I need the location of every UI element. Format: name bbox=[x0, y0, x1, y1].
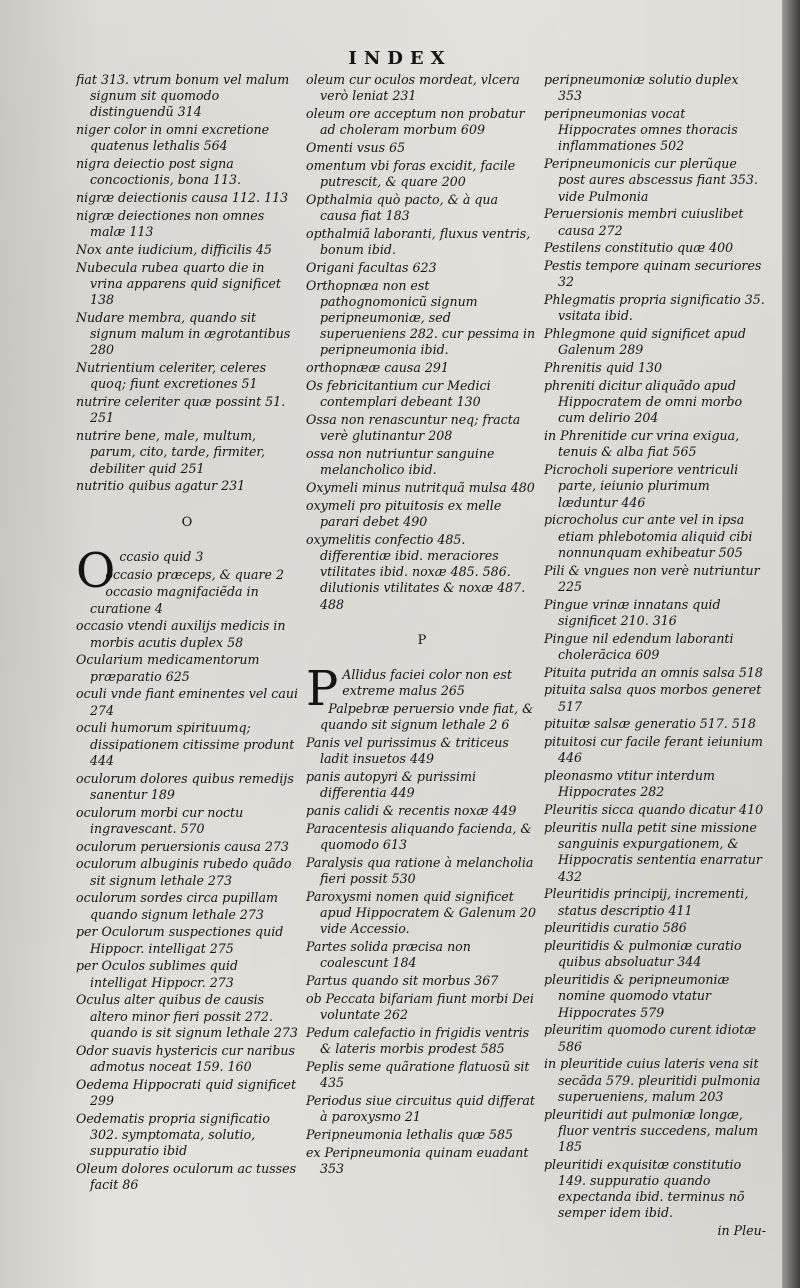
index-entry: opthalmiã laboranti, fluxus ventris, bonum ibid. bbox=[306, 225, 531, 257]
index-entry: Oculus alter quibus de causis altero minor fieri possit 272. quando is sit signum lethale 273 bbox=[76, 992, 298, 1040]
index-entry: niger color in omni excretione quatenus lethalis 564 bbox=[76, 122, 270, 154]
index-entry: nutrire bene, male, multum, parum, cito, tarde, firmiter, debiliter quid 251 bbox=[76, 428, 266, 476]
index-entry: oxymelitis confectio 485. differentiæ ibid. meraciores vtilitates ibid. noxæ 485. 586. dilutionis vtilitates & noxæ 487. 488 bbox=[306, 531, 526, 612]
index-entry: Oleum dolores oculorum ac tusses facit 86 bbox=[76, 1160, 297, 1193]
index-entry: Pestis tempore quinam securiores 32 bbox=[544, 258, 762, 290]
index-entry: Nox ante iudicium, difficilis 45 bbox=[76, 242, 272, 257]
index-entry: peripneumonias vocat Hippocrates omnes thoracis inflammationes 502 bbox=[544, 106, 738, 154]
index-entry: oculorum dolores quibus remedijs sanentur 189 bbox=[76, 770, 294, 802]
index-entry: ex Peripneumonia quinam euadant 353 bbox=[306, 1144, 529, 1176]
index-entry: panis autopyri & purissimi differentia 449 bbox=[306, 769, 477, 801]
index-entry: Paralysis qua ratione à melancholia fieri possit 530 bbox=[306, 854, 534, 887]
index-entry: Peripneumonia lethalis quæ 585 bbox=[306, 1126, 514, 1142]
section-letter: P bbox=[417, 632, 427, 648]
index-entry: Panis vel purissimus & triticeus ladit insuetos 449 bbox=[306, 735, 509, 767]
index-entry: Nubecula rubea quarto die in vrina apparens quid significet 138 bbox=[76, 259, 281, 308]
index-entry: oculorum morbi cur noctu ingravescant. 570 bbox=[76, 804, 244, 836]
index-entry: Phlegmone quid significet apud Galenum 289 bbox=[544, 326, 746, 358]
index-entry: Origani facultas 623 bbox=[306, 259, 437, 275]
index-entry: Peplis seme quãratione flatuosũ sit 435 bbox=[306, 1058, 530, 1091]
catchword: in Pleu- bbox=[717, 1223, 766, 1239]
section-letter: O bbox=[181, 514, 193, 530]
index-entry: Ocularium medicamentorum præparatio 625 bbox=[76, 652, 260, 684]
index-entry: oleum cur oculos mordeat, vlcera verò leniat 231 bbox=[306, 72, 520, 104]
index-entry: per Oculorum suspectiones quid Hippocr. intelligat 275 bbox=[76, 924, 284, 956]
index-entry: Oedematis propria significatio 302. symptomata, solutio, suppuratio ibid bbox=[76, 1110, 270, 1159]
index-entry: Peripneumonicis cur plerũque post aures abscessus fiant 353. vide Pulmonia bbox=[544, 156, 758, 204]
index-entry: Pingue nil edendum laboranti cholerãcica 609 bbox=[544, 630, 734, 662]
index-entry: Periodus siue circuitus quid differat à paroxysmo 21 bbox=[306, 1092, 535, 1125]
index-entry: pleonasmo vtitur interdum Hippocrates 282 bbox=[544, 768, 715, 800]
index-entry: Pituita putrida an omnis salsa 518 bbox=[544, 664, 763, 680]
index-entry: oleum ore acceptum non probatur ad choleram morbum 609 bbox=[306, 106, 525, 138]
index-entry: oculorum peruersionis causa 273 bbox=[76, 838, 289, 854]
index-entry: in pleuritide cuius lateris vena sit secãda 579. pleuritidi pulmonia superueniens, malum 203 bbox=[544, 1056, 761, 1104]
index-entry: oculorum albuginis rubedo quãdo sit signum lethale 273 bbox=[76, 856, 292, 888]
page-title: INDEX bbox=[348, 48, 452, 69]
index-entry: nutrire celeriter quæ possint 51. 251 bbox=[76, 394, 286, 426]
index-column-1 bbox=[76, 72, 298, 1195]
index-entry: fiat 313. vtrum bonum vel malum signum sit quomodo distinguendũ 314 bbox=[76, 72, 290, 120]
drop-cap: P bbox=[306, 661, 339, 718]
index-entry: nigra deiectio post signa concoctionis, bona 113. bbox=[76, 156, 242, 188]
index-entry: oxymeli pro pituitosis ex melle parari debet 490 bbox=[306, 497, 502, 529]
index-entry: pleuritidi aut pulmoniæ longæ, fluor ventris succedens, malum 185 bbox=[544, 1106, 759, 1155]
index-entry: in Phrenitide cur vrina exigua, tenuis & alba fiat 565 bbox=[544, 428, 740, 460]
index-entry: Orthopnæa non est pathognomonicũ signum peripneumoniæ, sed superueniens 282. cur pessima in peripneumonia ibid. bbox=[306, 277, 536, 358]
index-entry-text: Allidus faciei color non est extreme malus 265 bbox=[342, 667, 512, 699]
index-entry: Phlegmatis propria significatio 35. vsitata ibid. bbox=[544, 292, 765, 324]
index-entry: oculi vnde fiant eminentes vel caui 274 bbox=[76, 686, 299, 718]
index-entry: Odor suavis hystericis cur naribus admotus noceat 159. 160 bbox=[76, 1042, 295, 1074]
index-entry: Pedum calefactio in frigidis ventris & lateris morbis prodest 585 bbox=[306, 1024, 530, 1057]
index-entry: Partes solida præcisa non coalescunt 184 bbox=[306, 939, 471, 971]
index-entry: occasio vtendi auxilijs medicis in morbis acutis duplex 58 bbox=[76, 618, 286, 650]
page-edge-shadow bbox=[782, 0, 800, 1288]
index-entry: pleuritidi exquisitæ constitutio 149. suppuratio quando expectanda ibid. terminus nõ semper idem ibid. bbox=[544, 1156, 745, 1221]
index-entry: pituitosi cur facile ferant ieiunium 446 bbox=[544, 734, 763, 766]
index-entry: pleuritim quomodo curent idiotæ 586 bbox=[544, 1022, 757, 1054]
index-entry: Peruersionis membri cuiuslibet causa 272 bbox=[544, 206, 744, 238]
index-column-2 bbox=[306, 72, 538, 1179]
index-entry: Picrocholi superiore ventriculi parte, ieiunio plurimum læduntur 446 bbox=[544, 462, 739, 510]
index-entry: Opthalmia quò pacto, & à qua causa fiat 183 bbox=[306, 191, 499, 223]
index-column-3 bbox=[544, 72, 766, 1241]
index-entry: Pestilens constitutio quæ 400 bbox=[544, 240, 734, 256]
index-entry: Phrenitis quid 130 bbox=[544, 360, 663, 376]
index-entry: Palpebræ peruersio vnde fiat, & quando sit signum lethale 2 6 bbox=[320, 701, 534, 733]
index-entry: Pleuritis sicca quando dicatur 410 bbox=[544, 802, 764, 818]
index-entry: oculi humorum spirituumq; dissipationem citissime produnt 444 bbox=[76, 720, 295, 768]
index-entry: ossa non nutriuntur sanguine melancholico ibid. bbox=[306, 446, 495, 478]
index-entry: picrocholus cur ante vel in ipsa etiam phlebotomia aliquid cibi nonnunquam exhibeatur 505 bbox=[544, 512, 753, 560]
index-entry: Nudare membra, quando sit signum malum in ægrotantibus 280 bbox=[76, 310, 291, 358]
index-entry: Pleuritidis principij, incrementi, status descriptio 411 bbox=[544, 886, 749, 918]
index-entry-text: ccasio quid 3 bbox=[119, 548, 204, 564]
index-entry: pituitæ salsæ generatio 517. 518 bbox=[544, 716, 756, 732]
index-entry: nigræ deiectionis causa 112. 113 bbox=[76, 190, 289, 206]
index-entry: nigræ deiectiones non omnes malæ 113 bbox=[76, 208, 265, 240]
index-entry: orthopnææ causa 291 bbox=[306, 360, 449, 376]
index-entry: Nutrientium celeriter, celeres quoq; fiunt excretiones 51 bbox=[76, 360, 267, 392]
index-entry: peripneumoniæ solutio duplex 353 bbox=[544, 72, 739, 104]
index-entry: Paroxysmi nomen quid significet apud Hippocratem & Galenum 20 vide Accessio. bbox=[306, 888, 536, 937]
index-entry: Partus quando sit morbus 367 bbox=[306, 973, 499, 989]
index-entry: per Oculos sublimes quid intelligat Hippocr. 273 bbox=[76, 958, 238, 990]
index-entry: phreniti dicitur aliquãdo apud Hippocratem de omni morbo cum delirio 204 bbox=[544, 378, 743, 426]
index-entry: Os febricitantium cur Medici contemplari debeant 130 bbox=[306, 378, 491, 410]
index-entry: Oxymeli minus nutritquã mulsa 480 bbox=[306, 480, 535, 495]
index-entry: Pingue vrinæ innatans quid significet 210. 316 bbox=[544, 596, 721, 628]
index-entry: nutritio quibus agatur 231 bbox=[76, 478, 246, 494]
index-entry: pleuritidis curatio 586 bbox=[544, 920, 687, 936]
index-entry: occasio præceps, & quare 2 bbox=[105, 566, 284, 582]
index-entry: pituita salsa quos morbos generet 517 bbox=[544, 682, 762, 714]
index-entry: ob Peccata bifariam fiunt morbi Dei voluntate 262 bbox=[306, 990, 534, 1023]
index-entry: Paracentesis aliquando facienda, & quomodo 613 bbox=[306, 820, 532, 853]
index-entry: occasio magnifaciẽda in curatione 4 bbox=[90, 584, 259, 616]
index-entry: pleuritis nulla petit sine missione sanguinis expurgationem, & Hippocratis sententia enarratur 432 bbox=[544, 820, 762, 884]
index-entry: pleuritidis & peripneumoniæ nomine quomodo vtatur Hippocrates 579 bbox=[544, 972, 730, 1020]
index-entry: Omenti vsus 65 bbox=[306, 140, 406, 155]
index-entry: panis calidi & recentis noxæ 449 bbox=[306, 803, 517, 819]
index-entry: omentum vbi foras excidit, facile putrescit, & quare 200 bbox=[306, 157, 516, 189]
drop-cap: O bbox=[76, 542, 116, 599]
index-entry: Oedema Hippocrati quid significet 299 bbox=[76, 1076, 297, 1108]
index-entry: pleuritidis & pulmoniæ curatio quibus absoluatur 344 bbox=[544, 938, 742, 970]
index-entry: Pili & vngues non verè nutriuntur 225 bbox=[544, 562, 760, 594]
index-entry: Ossa non renascuntur neq; fracta verè glutinantur 208 bbox=[306, 412, 521, 444]
index-entry: oculorum sordes circa pupillam quando signum lethale 273 bbox=[76, 890, 278, 922]
